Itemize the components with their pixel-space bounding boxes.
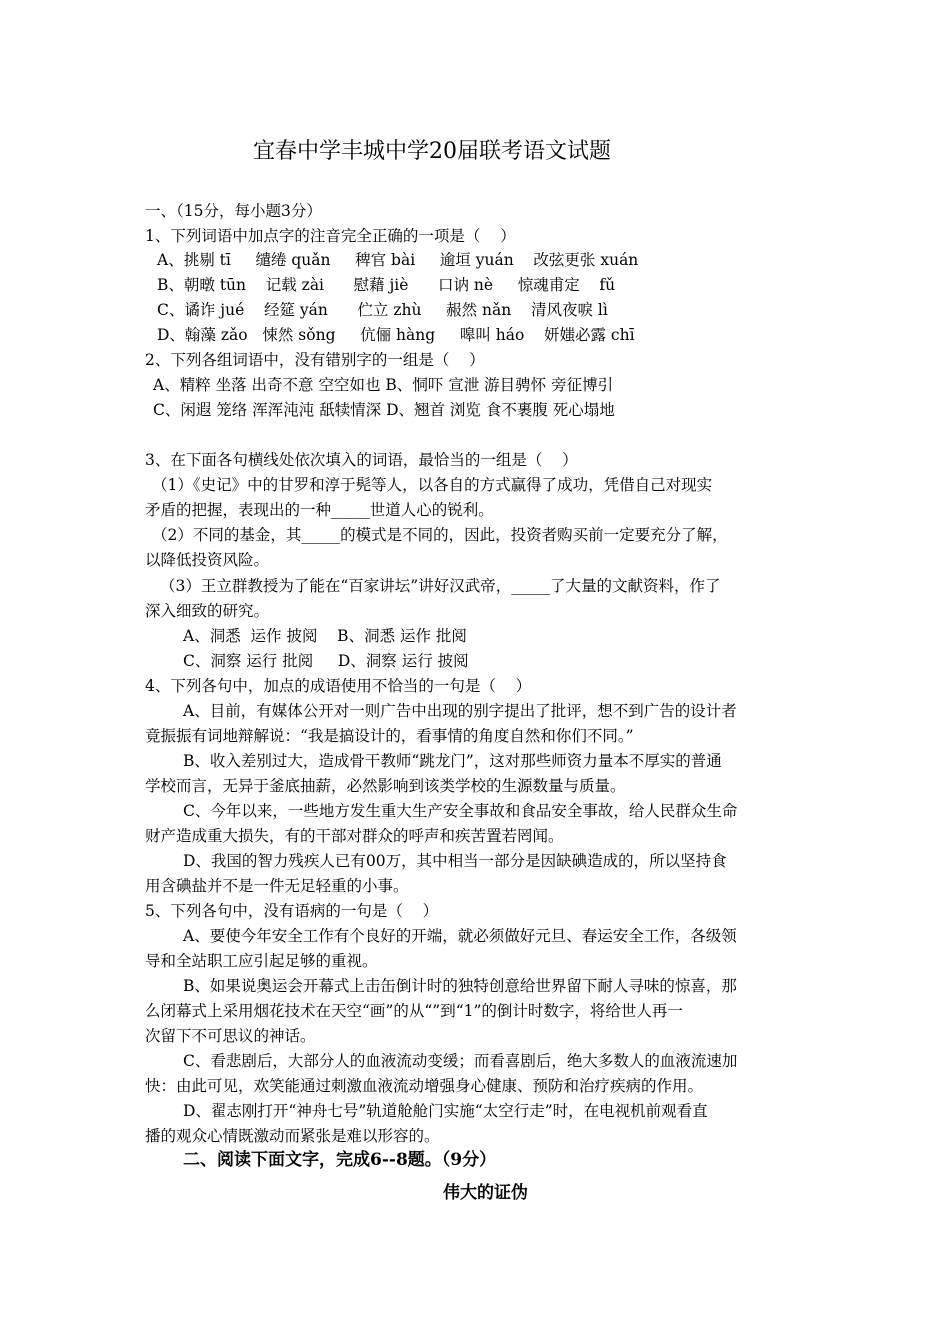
question-1-option-c: C、谲诈 jué 经筵 yán 伫立 zhù 赧然 nǎn 清风夜唳 lì: [157, 301, 608, 319]
question-3-sentence-3a: （3）王立群教授为了能在“百家讲坛”讲好汉武帝，_____了大量的文献资料，作了: [160, 577, 721, 595]
question-3-stem: 3、在下面各句横线处依次填入的词语，最恰当的一组是（ ）: [145, 451, 578, 469]
question-4-option-b-line2: 学校而言，无异于釜底抽薪，必然影响到该类学校的生源数量与质量。: [145, 777, 626, 795]
question-2-options-ab: A、精粹 坐落 出奇不意 空空如也 B、恫吓 宣泄 游目骋怀 旁征博引: [153, 376, 614, 394]
question-4-option-a-line2: 竟振振有词地辩解说：“我是搞设计的，看事情的角度自然和你们不同。”: [145, 727, 634, 745]
question-5-option-b-line1: B、如果说奥运会开幕式上击缶倒计时的独特创意给世界留下耐人寻味的惊喜，那: [183, 977, 737, 995]
question-2-stem: 2、下列各组词语中，没有错别字的一组是（ ）: [145, 351, 485, 369]
page-title: 宜春中学丰城中学20届联考语文试题: [253, 139, 611, 164]
question-4-option-b-line1: B、收入差别过大，造成骨干教师“跳龙门”，这对那些师资力量本不厚实的普通: [183, 752, 722, 770]
question-3-sentence-2b: 以降低投资风险。: [145, 551, 270, 569]
question-5-option-d-line2: 播的观众心情既激动而紧张是难以形容的。: [145, 1127, 440, 1145]
question-5-option-a-line2: 导和全站职工应引起足够的重视。: [145, 952, 378, 970]
question-5-option-a-line1: A、要使今年安全工作有个良好的开端，就必须做好元旦、春运安全工作，各级领: [183, 927, 737, 945]
question-4-option-c-line2: 财产造成重大损失，有的干部对群众的呼声和疾苦置若罔闻。: [145, 827, 564, 845]
question-3-sentence-1a: （1）《史记》中的甘罗和淳于髡等人，以各自的方式赢得了成功，凭借自己对现实: [152, 476, 713, 494]
question-1-option-d: D、翰藻 zǎo 悚然 sǒng 伉俪 hàng 嗥叫 háo 妍媸必露 chī: [157, 326, 635, 344]
question-4-option-a-line1: A、目前，有媒体公开对一则广告中出现的别字提出了批评，想不到广告的设计者: [183, 702, 737, 720]
question-1-option-b: B、朝暾 tūn 记载 zài 慰藉 jiè 口讷 nè 惊魂甫定 fǔ: [157, 276, 616, 294]
question-1-option-a: A、挑剔 tī 缱绻 quǎn 稗官 bài 逾垣 yuán 改弦更张 xuán: [157, 251, 639, 269]
question-2-options-cd: C、闲遐 笼络 浑浑沌沌 舐犊情深 D、翘首 浏览 食不裹腹 死心塌地: [153, 401, 615, 419]
question-5-option-b-line2: 么闭幕式上采用烟花技术在天空“画”的从“”到“1”的倒计时数字，将给世人再一: [145, 1002, 683, 1020]
question-4-option-d-line2: 用含碘盐并不是一件无足轻重的小事。: [145, 877, 409, 895]
section-2-header: 二、阅读下面文字，完成6--8题。（9分）: [183, 1150, 497, 1170]
question-3-options-cd: C、洞察 运行 批阅 D、洞察 运行 披阅: [183, 652, 469, 670]
question-5-option-c-line2: 快：由此可见，欢笑能通过刺激血液流动增强身心健康、预防和治疗疾病的作用。: [145, 1077, 704, 1095]
question-3-options-ab: A、洞悉 运作 披阅 B、洞悉 运作 批阅: [183, 627, 467, 645]
question-3-sentence-3b: 深入细致的研究。: [145, 602, 270, 620]
question-3-sentence-2a: （2）不同的基金，其_____的模式是不同的，因此，投资者购买前一定要充分了解，: [152, 526, 728, 544]
passage-title: 伟大的证伪: [443, 1183, 528, 1203]
question-5-option-b-line3: 次留下不可思议的神话。: [145, 1027, 316, 1045]
question-5-option-c-line1: C、看悲剧后，大部分人的血液流动变缓；而看喜剧后，绝大多数人的血液流速加: [183, 1052, 738, 1070]
question-3-sentence-1b: 矛盾的把握，表现出的一种_____世道人心的锐利。: [145, 501, 494, 519]
question-1-stem: 1、下列词语中加点字的注音完全正确的一项是（ ）: [145, 227, 516, 245]
question-5-stem: 5、下列各句中，没有语病的一句是（ ）: [145, 902, 439, 920]
question-5-option-d-line1: D、翟志刚打开“神舟七号”轨道舱舱门实施“太空行走”时，在电视机前观看直: [183, 1102, 708, 1120]
question-4-stem: 4、下列各句中，加点的成语使用不恰当的一句是（ ）: [145, 677, 532, 695]
question-4-option-d-line1: D、我国的智力残疾人已有00万，其中相当一部分是因缺碘造成的，所以坚持食: [183, 852, 727, 870]
question-4-option-c-line1: C、今年以来，一些地方发生重大生产安全事故和食品安全事故，给人民群众生命: [183, 802, 738, 820]
section-header: 一、（15分，每小题3分）: [145, 202, 322, 220]
